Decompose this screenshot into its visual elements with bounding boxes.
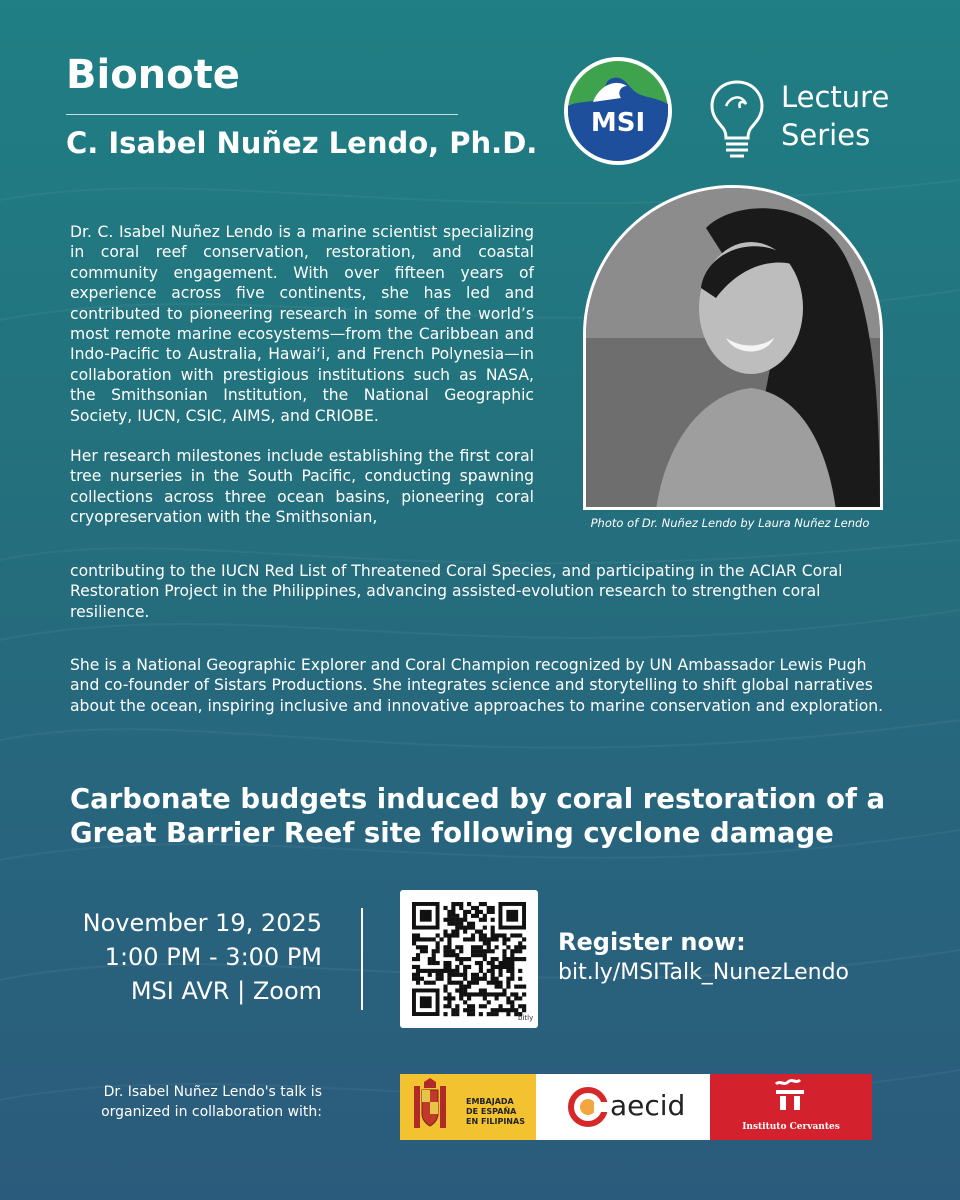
embajada-line-1: EMBAJADA — [466, 1097, 514, 1106]
title-divider — [66, 114, 458, 115]
lightbulb-icon — [708, 78, 766, 160]
speaker-name: C. Isabel Nuñez Lendo, Ph.D. — [66, 126, 538, 160]
event-details — [60, 906, 322, 1008]
spain-coat-of-arms-icon — [400, 1074, 460, 1140]
embajada-line-2: DE ESPAÑA — [466, 1107, 517, 1116]
bitly-badge: bitly — [518, 1014, 534, 1022]
cervantes-emblem-icon — [710, 1074, 872, 1118]
qr-code-image — [400, 890, 538, 1028]
event-time: 1:00 PM - 3:00 PM — [104, 943, 322, 971]
event-divider — [361, 908, 363, 1010]
embajada-line-3: EN FILIPINAS — [466, 1117, 525, 1126]
aecid-wordmark: aecid — [610, 1089, 686, 1122]
cervantes-wordmark: Instituto Cervantes — [742, 1122, 840, 1132]
series-label: Series — [781, 118, 871, 152]
talk-title: Carbonate budgets induced by coral restoration of a Great Barrier Reef site following cyclone damage — [70, 783, 886, 849]
aecid-emblem-icon — [536, 1074, 610, 1140]
speaker-portrait-image — [586, 188, 880, 510]
svg-text:MSI: MSI — [590, 108, 646, 138]
collaboration-note: Dr. Isabel Nuñez Lendo's talk is organized in collaboration with: — [101, 1084, 322, 1120]
bio-paragraph-3: She is a National Geographic Explorer and Coral Champion recognized by UN Ambassador Lewis Pugh and co-founder of Sistars Productions. She integrates science and storytelling to shift global narratives about the ocean, inspiring inclusive and innovative approaches to marine conservation and exploration. — [70, 656, 884, 715]
page-title: Bionote — [66, 52, 240, 98]
bio-paragraph-1: Dr. C. Isabel Nuñez Lendo is a marine scientist specializing in coral reef conservation, restoration, and coastal community engagement. With over fifteen years of experience across five continents, she has led and contributed to pioneering research in some of the world’s most remote marine ecosystems—from the Caribbean and Indo-Pacific to Australia, Hawai‘i, and French Polynesia—in collaboration with prestigious institutions such as NASA, the Smithsonian Institution, the National Geographic Society, IUCN, CSIC, AIMS, and CRIOBE. — [70, 223, 534, 425]
bio-paragraph-2-continued: contributing to the IUCN Red List of Threatened Coral Species, and participating in the ACIAR Coral Restoration Project in the Philippines, advancing assisted-evolution research to strengthen coral resilience. — [70, 562, 843, 621]
embajada-text — [466, 1097, 525, 1127]
register-link[interactable]: bit.ly/MSITalk_NunezLendo — [558, 960, 850, 985]
bio-paragraph-2-start: Her research milestones include establishing the first coral tree nurseries in the South Pacific, conducting spawning collections across three ocean basins, pioneering coral cryopreservation with the Smithsonian, — [70, 447, 534, 527]
event-date: November 19, 2025 — [82, 909, 322, 937]
lecture-label: Lecture — [781, 80, 890, 114]
speaker-photo — [583, 185, 883, 510]
msi-logo — [563, 56, 673, 166]
register-label: Register now: — [558, 928, 746, 956]
lecture-series-label — [781, 78, 889, 154]
qr-code[interactable] — [400, 890, 538, 1028]
event-venue: MSI AVR | Zoom — [130, 977, 322, 1005]
photo-caption: Photo of Dr. Nuñez Lendo by Laura Nuñez Lendo — [590, 516, 870, 530]
bio-paragraph-2-end — [70, 561, 900, 622]
bio-column — [70, 222, 534, 528]
